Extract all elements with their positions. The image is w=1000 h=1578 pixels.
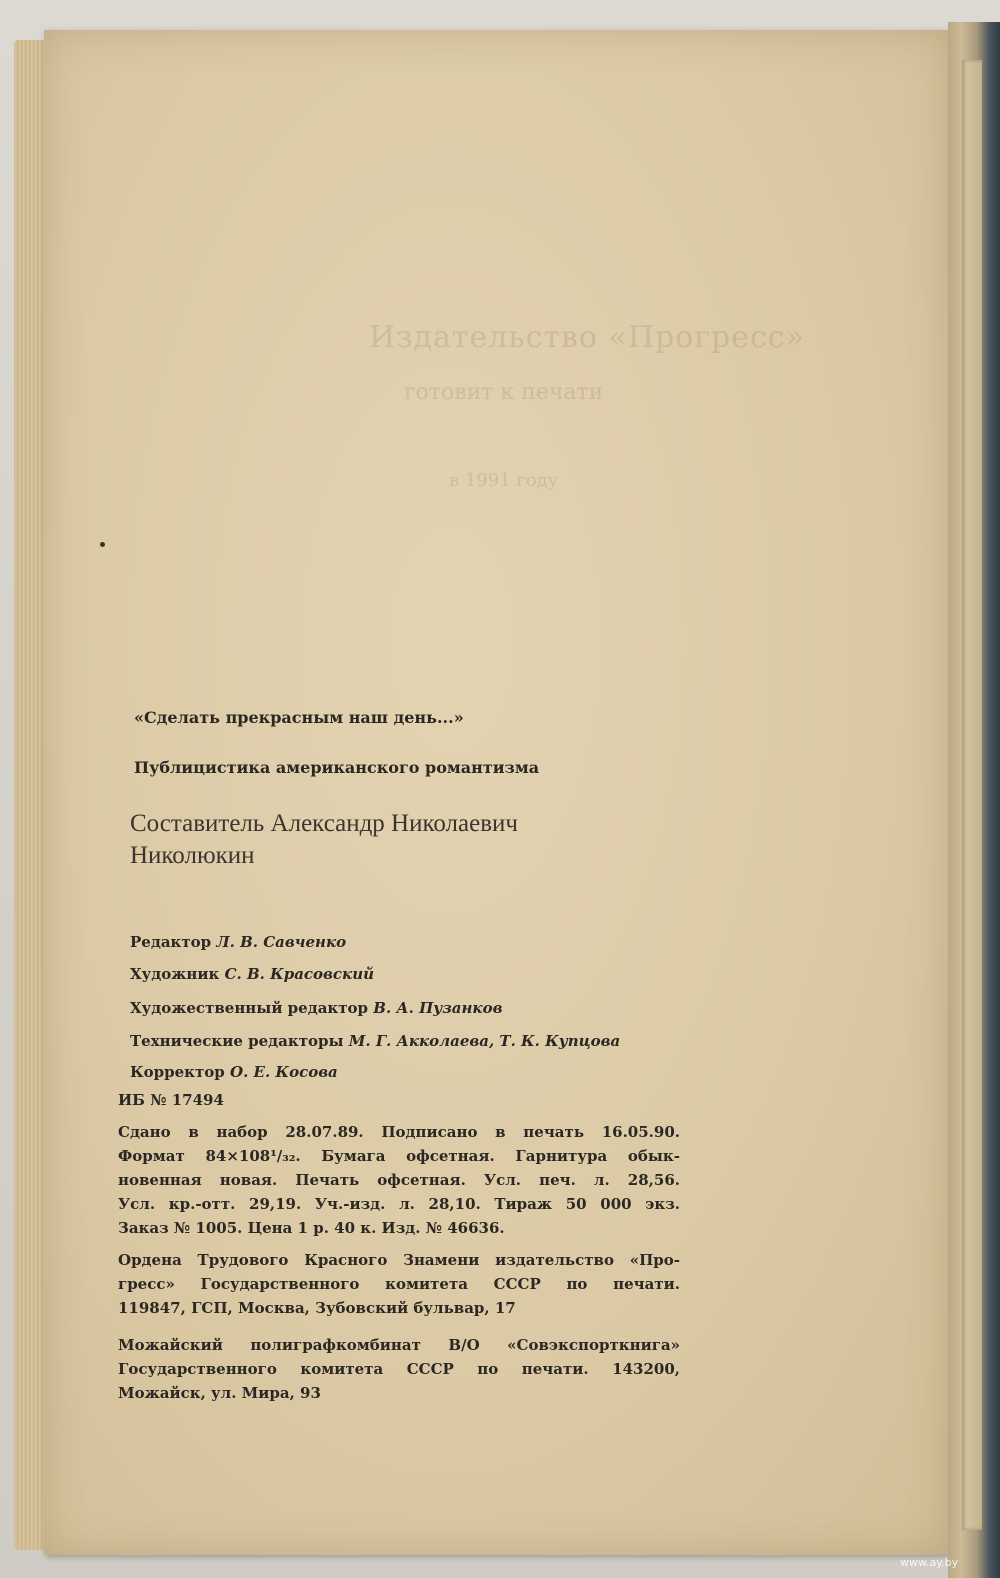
printer-line: Государственного комитета СССР по печати. 143200, xyxy=(118,1360,680,1378)
print-details-line: новенная новая. Печать офсетная. Усл. печ. л. 28,56. xyxy=(118,1171,680,1189)
site-watermark: www.ay.by xyxy=(900,1556,959,1569)
credit-name: М. Г. Акколаева, Т. К. Купцова xyxy=(348,1032,621,1050)
publisher-line: Ордена Трудового Красного Знамени издательство «Про- xyxy=(118,1251,680,1269)
print-details-line: Сдано в набор 28.07.89. Подписано в печать 16.05.90. xyxy=(118,1123,680,1141)
print-details-line: Формат 84×108¹/₃₂. Бумага офсетная. Гарнитура обык- xyxy=(118,1147,680,1165)
printer-line: Можайский полиграфкомбинат В/О «Совэкспорткнига» xyxy=(118,1336,680,1354)
book-title: «Сделать прекрасным наш день...» xyxy=(134,708,464,727)
credit-role: Художественный редактор xyxy=(130,999,369,1017)
compiler-credit xyxy=(130,808,650,872)
compiler-line-2: Николюкин xyxy=(130,842,255,869)
print-details-line: Усл. кр.-отт. 29,19. Уч.-изд. л. 28,10. Тираж 50 000 экз. xyxy=(118,1195,680,1213)
ink-spot xyxy=(100,542,105,547)
credit-art-editor xyxy=(130,999,502,1017)
publisher-line: гресс» Государственного комитета СССР по печати. xyxy=(118,1275,680,1293)
ib-number: ИБ № 17494 xyxy=(118,1091,224,1109)
credit-name: С. В. Красовский xyxy=(224,965,375,983)
credit-name: В. А. Пузанков xyxy=(373,999,503,1017)
credit-role: Редактор xyxy=(130,933,212,951)
showthrough-line-3: в 1991 году xyxy=(449,470,559,491)
compiler-line-1: Составитель Александр Николаевич xyxy=(130,810,518,837)
print-details-line: Заказ № 1005. Цена 1 р. 40 к. Изд. № 46636. xyxy=(118,1219,505,1237)
publisher-info xyxy=(118,1248,680,1320)
printer-info xyxy=(118,1333,680,1405)
credit-tech-editors xyxy=(130,1032,620,1050)
binding-page-edge xyxy=(962,60,982,1530)
credit-name: О. Е. Косова xyxy=(230,1063,338,1081)
credit-artist xyxy=(130,965,374,983)
book-page xyxy=(44,30,948,1555)
showthrough-line-2: готовит к печати xyxy=(404,380,604,405)
publisher-line: 119847, ГСП, Москва, Зубовский бульвар, 17 xyxy=(118,1299,516,1317)
credit-proofreader xyxy=(130,1063,338,1081)
showthrough-line-1: Издательство «Прогресс» xyxy=(369,320,805,355)
credit-role: Корректор xyxy=(130,1063,225,1081)
printer-line: Можайск, ул. Мира, 93 xyxy=(118,1384,321,1402)
credit-name: Л. В. Савченко xyxy=(216,933,347,951)
credit-role: Технические редакторы xyxy=(130,1032,344,1050)
book-subtitle: Публицистика американского романтизма xyxy=(134,758,540,777)
credit-role: Художник xyxy=(130,965,220,983)
credit-editor xyxy=(130,933,346,951)
print-details xyxy=(118,1120,680,1240)
